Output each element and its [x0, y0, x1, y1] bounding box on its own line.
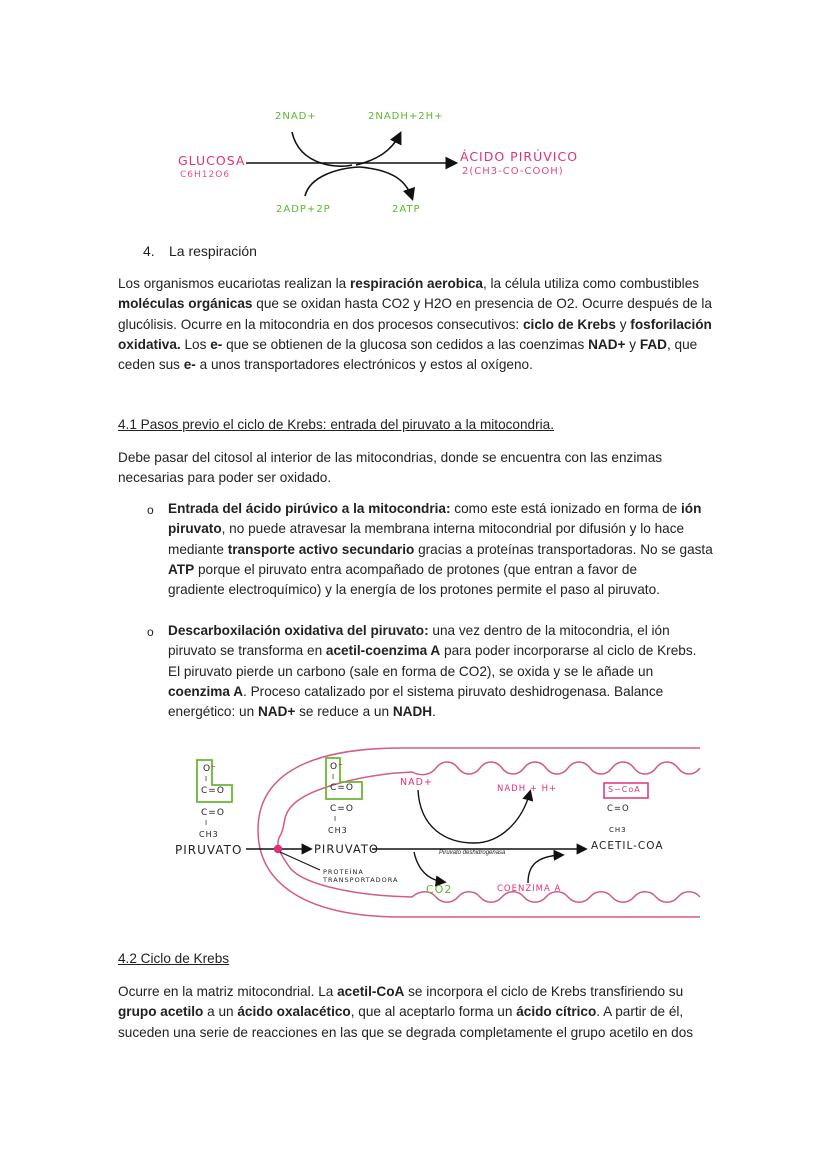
- bold-term: e-: [210, 336, 223, 352]
- ch3-outside: CH3: [199, 830, 219, 839]
- transporter-label-line-2: TRANSPORTADORA: [323, 876, 399, 884]
- pyruvic-acid-label: ÁCIDO PIRÚVICO: [460, 149, 579, 164]
- bold-term: coenzima A: [168, 683, 244, 699]
- bold-term: e-: [183, 357, 196, 373]
- bold-term: ácido cítrico: [516, 1004, 597, 1020]
- text-run: a unos transportadores electrónicos y estos al oxígeno.: [195, 357, 533, 373]
- s-coa-label: S~CoA: [608, 785, 641, 794]
- nad-label: NAD+: [400, 777, 433, 788]
- ch3-product: CH3: [609, 826, 627, 834]
- co-outside-1: C=O: [201, 786, 225, 796]
- text-run: una vez dentro de la mitocondria, el ión: [428, 623, 670, 638]
- acetyl-coa-label: ACETIL-COA: [591, 840, 664, 852]
- text-run: gracias a proteínas transportadoras. No se gasta: [414, 541, 713, 557]
- bold-term: grupo acetilo: [118, 1004, 204, 1020]
- bond-outside-2: I: [205, 819, 209, 827]
- text-run: mediante: [168, 541, 228, 557]
- pyruvic-acid-formula: 2(CH3-CO-COOH): [462, 166, 564, 177]
- bold-term: NADH: [392, 704, 433, 720]
- pyruvate-inside-label: PIRUVATO: [314, 842, 379, 856]
- text-run: se incorpora el ciclo de Krebs transfiriendo su: [404, 984, 684, 999]
- section-4-number: 4.: [143, 243, 155, 259]
- bold-term: NAD+: [257, 704, 296, 720]
- section-4-2-paragraph: [118, 982, 718, 1043]
- nad-in-label: 2NAD+: [275, 111, 317, 122]
- text-run: que se oxidan hasta CO2 y H2O en presencia de O2. Ocurre después de la: [252, 296, 712, 312]
- adp-in-label: 2ADP+2P: [276, 204, 331, 215]
- text-run: , la célula utiliza como combustibles: [482, 276, 700, 291]
- transporter-label: [323, 868, 398, 884]
- text-run: , que al aceptarlo forma un: [350, 1004, 517, 1020]
- bold-term: FAD: [639, 336, 667, 352]
- co-outside-2: C=O: [201, 808, 225, 818]
- s41-intro-2: necesarias para poder ser oxidado.: [118, 470, 332, 486]
- s41-intro-1: Debe pasar del citosol al interior de las mitocondrias, donde se encuentra con las enzimas: [118, 450, 663, 465]
- ch3-inside: CH3: [328, 826, 348, 835]
- text-run: .: [432, 704, 436, 720]
- glucose-label: GLUCOSA: [178, 153, 246, 168]
- text-run: piruvato se transforma en: [168, 643, 326, 659]
- bold-term: ácido oxalacético: [237, 1004, 351, 1020]
- co2-arrow: [414, 852, 444, 882]
- bold-term: fosforilación: [630, 316, 712, 332]
- o-minus-outside: O⁻: [203, 764, 217, 774]
- bold-term: acetil-coenzima A: [325, 643, 441, 659]
- bullet-2-marker: o: [147, 625, 154, 639]
- nad-arrow-in: [418, 790, 474, 843]
- bullet-1-marker: o: [147, 503, 154, 517]
- nadh-label: NADH + H+: [497, 784, 558, 794]
- text-run: que se obtienen de la glucosa son cedidos a las coenzimas: [222, 336, 589, 352]
- text-run: Los: [180, 336, 211, 352]
- nadh-out-label: 2NADH+2H+: [368, 111, 444, 122]
- text-run: , que: [667, 336, 698, 352]
- text-run: ceden sus: [118, 357, 184, 373]
- bold-term: ciclo de Krebs: [523, 316, 616, 332]
- section-4-title: La respiración: [169, 243, 257, 259]
- s42-line-2: [118, 1002, 718, 1022]
- text-run: energético: un: [168, 704, 258, 720]
- text-run: El piruvato pierde un carbono (sale en forma de CO2), se oxida y se le añade un: [168, 663, 654, 679]
- bold-term: Descarboxilación oxidativa del piruvato:: [168, 623, 429, 638]
- co-inside-2: C=O: [330, 804, 354, 814]
- text-run: para poder incorporarse al ciclo de Krebs.: [440, 643, 697, 659]
- text-run: y: [625, 336, 640, 352]
- text-run: porque el piruvato entra acompañado de protones (que entran a favor de: [194, 561, 638, 577]
- text-run: , no puede atravesar la membrana interna mitocondrial por difusión y lo hace: [221, 521, 685, 537]
- o-minus-inside: O⁻: [330, 762, 344, 772]
- bold-term: Entrada del ácido pirúvico a la mitocondria:: [168, 501, 451, 516]
- text-run: Ocurre en la matriz mitocondrial. La: [118, 984, 338, 999]
- bold-term: acetil-CoA: [337, 984, 405, 999]
- bold-term: respiración aerobica: [349, 276, 483, 291]
- bond-outside-1: I: [205, 775, 209, 783]
- text-run: glucólisis. Ocurre en la mitocondria en dos procesos consecutivos:: [118, 316, 523, 332]
- bold-term: piruvato: [168, 521, 222, 537]
- bold-term: NAD+: [588, 336, 626, 352]
- transporter-label-line-1: PROTEÍNA: [323, 868, 364, 876]
- section-4-2-title: 4.2 Ciclo de Krebs: [118, 951, 230, 966]
- bold-term: ión: [681, 501, 702, 516]
- text-run: . A partir de él,: [596, 1004, 684, 1020]
- text-run: . Proceso catalizado por el sistema piruvato deshidrogenasa. Balance: [243, 683, 664, 699]
- atp-out-label: 2ATP: [392, 204, 421, 215]
- s42-line-1: [118, 982, 718, 1002]
- glucose-formula: C6H12O6: [180, 170, 231, 180]
- outer-membrane: [258, 748, 700, 917]
- bold-term: oxidativa.: [118, 336, 181, 352]
- text-run: como este está ionizado en forma de: [450, 501, 681, 516]
- text-run: Los organismos eucariotas realizan la: [118, 276, 350, 291]
- bold-term: ATP: [168, 561, 195, 577]
- enzyme-label: Piruvato deshidrogenasa: [439, 850, 506, 856]
- coenzyme-a-label: COENZIMA A: [497, 884, 562, 894]
- co2-label: CO2: [426, 883, 453, 896]
- text-run: se reduce a un: [295, 704, 393, 720]
- co-product: C=O: [607, 804, 630, 814]
- text-run: gradiente electroquímico) y la energía de los protones permite el paso al piruvato.: [168, 582, 660, 598]
- bold-term: transporte activo secundario: [227, 541, 415, 557]
- bold-term: moléculas orgánicas: [118, 296, 253, 312]
- co-inside-1: C=O: [330, 783, 354, 793]
- text-run: suceden una serie de reacciones en las que se degrada completamente el grupo acetilo en dos: [118, 1024, 694, 1040]
- section-4-1-title: 4.1 Pasos previo el ciclo de Krebs: entrada del piruvato a la mitocondria.: [118, 417, 554, 432]
- coa-arrow: [528, 855, 562, 883]
- bond-inside-2: I: [334, 815, 338, 823]
- s42-line-3: [118, 1023, 718, 1043]
- bond-inside-1: I: [332, 773, 336, 781]
- pyruvate-outside-label: PIRUVATO: [175, 843, 243, 857]
- text-run: a un: [203, 1004, 238, 1020]
- text-run: y: [615, 316, 631, 332]
- nadh-arrow-out: [474, 792, 530, 843]
